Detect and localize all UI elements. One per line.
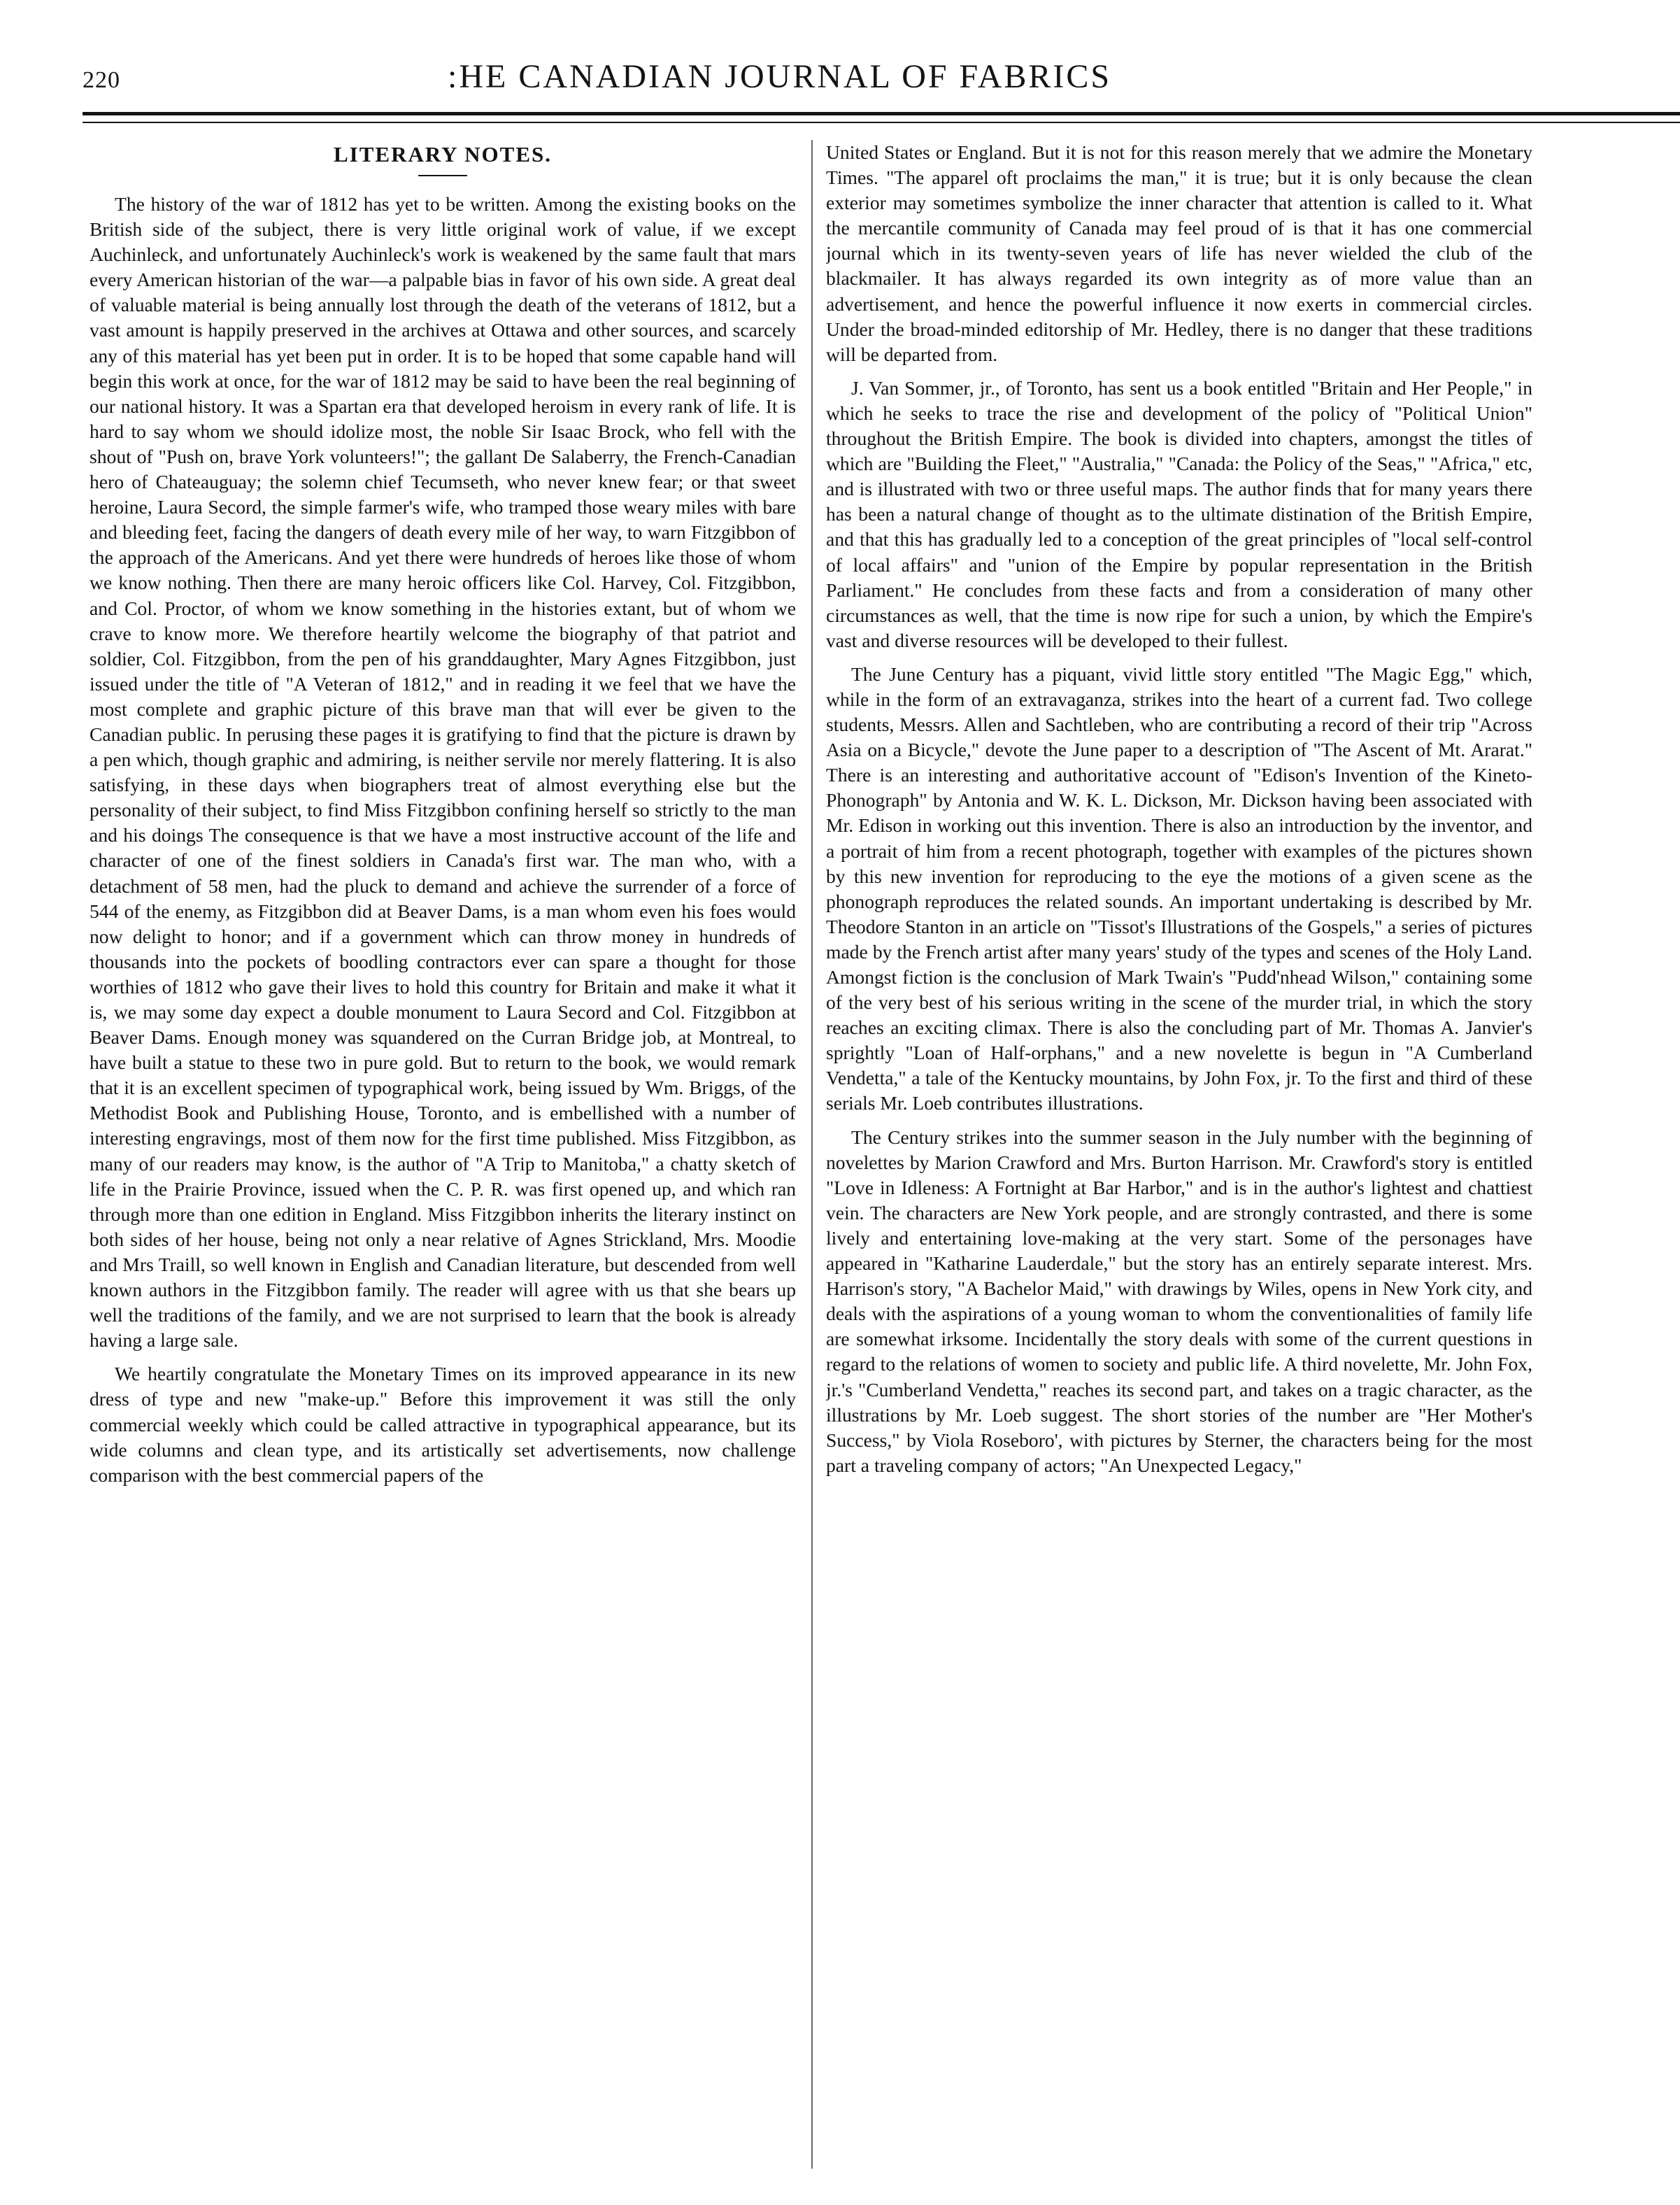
paragraph-britain-and-her-people: J. Van Sommer, jr., of Toronto, has sent us a book entitled "Britain and Her People," in which he seeks to trace the rise and development of the policy of "Political Union" throughout the British Empire. The book is divided into chapters, amongst the titles of which are "Building the Fleet," "Australia," "Canada: the Policy of the Seas," "Africa," etc, and is illustrated with two or three useful maps. The author finds that for many years there has been a natural change of thought as to the ultimate distination of the British Empire, and that this has gradually led to a conception of the great principles of "local self-control of local affairs" and "union of the Empire by popular representation in the British Parliament." He concludes from these facts and from a consideration of many other circumstances as well, that the time is now ripe for such a union, by which the Empire's vast and diverse resources will be developed to their fullest.	[826, 376, 1532, 651]
header-rule-thick	[83, 112, 1680, 115]
paragraph-war-of-1812: The history of the war of 1812 has yet to be written. Among the existing books on the British side of the subject, there is very little original work of value, if we except Auchinleck, and unfortunately Auchinleck's work is weakened by the same fault that mars every American historian of the war—a palpable bias in favor of his own side. A great deal of valuable material is being annually lost through the death of the veterans of 1812, but a vast amount is happily preserved in the archives at Ottawa and other sources, and scarcely any of this material has yet been put in order. It is to be hoped that some capable hand will begin this work at once, for the war of 1812 may be said to have been the real beginning of our national history. It was a Spartan era that developed heroism in every rank of life. It is hard to say whom we should idolize most, the noble Sir Isaac Brock, who fell with the shout of "Push on, brave York volunteers!"; the gallant De Salaberry, the French-Canadian hero of Chateauguay; the solemn chief Tecumseth, who never knew fear; or that sweet heroine, Laura Secord, the simple farmer's wife, who tramped those weary miles with bare and bleeding feet, facing the dangers of death every mile of her way, to warn Fitzgibbon of the approach of the Americans. And yet there were hundreds of heroes like those of whom we know nothing. Then there are many heroic officers like Col. Harvey, Col. Fitzgibbon, and Col. Proctor, of whom we know something in the histories extant, but of whom we crave to know more. We therefore heartily welcome the biography of that patriot and soldier, Col. Fitzgibbon, from the pen of his granddaughter, Mary Agnes Fitzgibbon, just issued under the title of "A Veteran of 1812," and in reading it we feel that we have the most complete and graphic picture of this brave man that will ever be given to the Canadian public. In perusing these pages it is gratifying to find that the picture is drawn by a pen which, though graphic and admiring, is neither servile nor merely flattering. It is also satisfying, in these days when biographers treat of almost everything else but the personality of their subject, to find Miss Fitzgibbon confining herself so strictly to the man and his doings The consequence is that we have a most instructive account of the life and character of one of the finest soldiers in Canada's first war. The man who, with a detachment of 58 men, had the pluck to demand and achieve the surrender of a force of 544 of the enemy, as Fitzgibbon did at Beaver Dams, is a man whom even his foes would now delight to honor; and if a government which can throw money in hundreds of thousands into the pockets of boodling contractors ever can spare a thought for those worthies of 1812 who gave their lives to hold this country for Britain and make it what it is, we may some day expect a double monument to Laura Secord and Col. Fitzgibbon at Beaver Dams. Enough money was squandered on the Curran Bridge job, at Montreal, to have built a statue to these two in pure gold. But to return to the book, we would remark that it is an excellent specimen of typographical work, being issued by Wm. Briggs, of the Methodist Book and Publishing House, Toronto, and is embellished with a number of interesting engravings, most of them now for the first time published. Miss Fitzgibbon, as many of our readers may know, is the author of "A Trip to Manitoba," a chatty sketch of life in the Prairie Province, issued when the C. P. R. was first opened up, and which ran through more than one edition in England. Miss Fitzgibbon inherits the literary instinct on both sides of her house, being not only a near relative of Agnes Strickland, Mrs. Moodie and Mrs Traill, so well known in English and Canadian literature, but descended from well known authors in the Fitzgibbon family. The reader will agree with us that she bears up well the traditions of the family, and we are not surprised to learn that the book is already having a large sale.	[90, 193, 796, 1352]
section-heading: LITERARY NOTES.	[334, 142, 552, 166]
paragraph-monetary-times: We heartily congratulate the Monetary Times on its improved appearance in its new dress of type and new "make-up." Before this improvement it was still the only commercial weekly which could be called attractive in typographical appearance, but its wide columns and clean type, and its artistically set advertisements, now challenge comparison with the best commercial papers of the	[90, 1363, 796, 1486]
paragraph-july-century: The Century strikes into the summer season in the July number with the beginning of novelettes by Marion Crawford and Mrs. Burton Harrison. Mr. Crawford's story is entitled "Love in Idleness: A Fortnight at Bar Harbor," and is in the author's lightest and chattiest vein. The characters are New York people, and are strongly contrasted, and there is some lively and entertaining love-making at the very start. Some of the personages have appeared in "Katharine Lauderdale," but the story has an entirely separate interest. Mrs. Harrison's story, "A Bachelor Maid," with drawings by Wiles, opens in New York city, and deals with the aspirations of a young woman to whom the conventionalities of family life are somewhat irksome. Incidentally the story deals with some of the current questions in regard to the relations of women to society and public life. A third novelette, Mr. John Fox, jr.'s "Cumberland Vendetta," reaches its second part, and takes on a tragic character, as the illustrations by Mr. Loeb suggest. The short stories of the number are "Her Mother's Success," by Viola Roseboro', with pictures by Sterner, the characters being for the most part a traveling company of actors; "An Unexpected Legacy,"	[826, 1126, 1532, 1476]
heading-rule	[418, 175, 467, 176]
header-rule-thin	[83, 122, 1680, 123]
paragraph-monetary-times-continued: United States or England. But it is not for this reason merely that we admire the Monetary Times. "The apparel oft proclaims the man," it is true; but it is only because the clean exterior may sometimes symbolize the inner character that attention is called to it. What the mercantile community of Canada may feel proud of is that it has one commercial journal which in its twenty-seven years of life has never wielded the club of the blackmailer. It has always regarded its own integrity as of more value than an advertisement, and hence the powerful influence it now exerts in commercial circles. Under the broad-minded editorship of Mr. Hedley, there is no danger that these traditions will be departed from.	[826, 141, 1532, 365]
paragraph-june-century: The June Century has a piquant, vivid little story entitled "The Magic Egg," which, while in the form of an extravaganza, strikes into the heart of a current fad. Two college students, Messrs. Allen and Sachtleben, who are contributing a record of their trip "Across Asia on a Bicycle," devote the June paper to a description of "The Ascent of Mt. Ararat." There is an interesting and authoritative account of "Edison's Invention of the Kineto-Phonograph" by Antonia and W. K. L. Dickson, Mr. Dickson having been associated with Mr. Edison in working out this invention. There is also an introduction by the inventor, and a portrait of him from a recent photograph, together with examples of the pictures shown by this new invention for reproducing to the eye the motions of a given scene as the phonograph reproduces the related sounds. An important undertaking is described by Mr. Theodore Stanton in an article on "Tissot's Illustrations of the Gospels," a series of pictures made by the French artist after many years' study of the types and scenes of the Holy Land. Amongst fiction is the conclusion of Mark Twain's "Pudd'nhead Wilson," containing some of the very best of his serious writing in the scene of the murder trial, in which the story reaches an exciting climax. There is also the concluding part of Mr. Thomas A. Janvier's sprightly "Loan of Half-orphans," and a new novelette is begun in "A Cumberland Vendetta," a tale of the Kentucky mountains, by John Fox, jr. To the first and third of these serials Mr. Loeb contributes illustrations.	[826, 662, 1532, 1114]
left-column	[90, 140, 796, 2183]
page-number: 220	[83, 67, 120, 93]
column-divider	[811, 140, 813, 2169]
journal-title: :HE CANADIAN JOURNAL OF FABRICS	[448, 58, 1112, 95]
right-column	[826, 140, 1532, 2183]
